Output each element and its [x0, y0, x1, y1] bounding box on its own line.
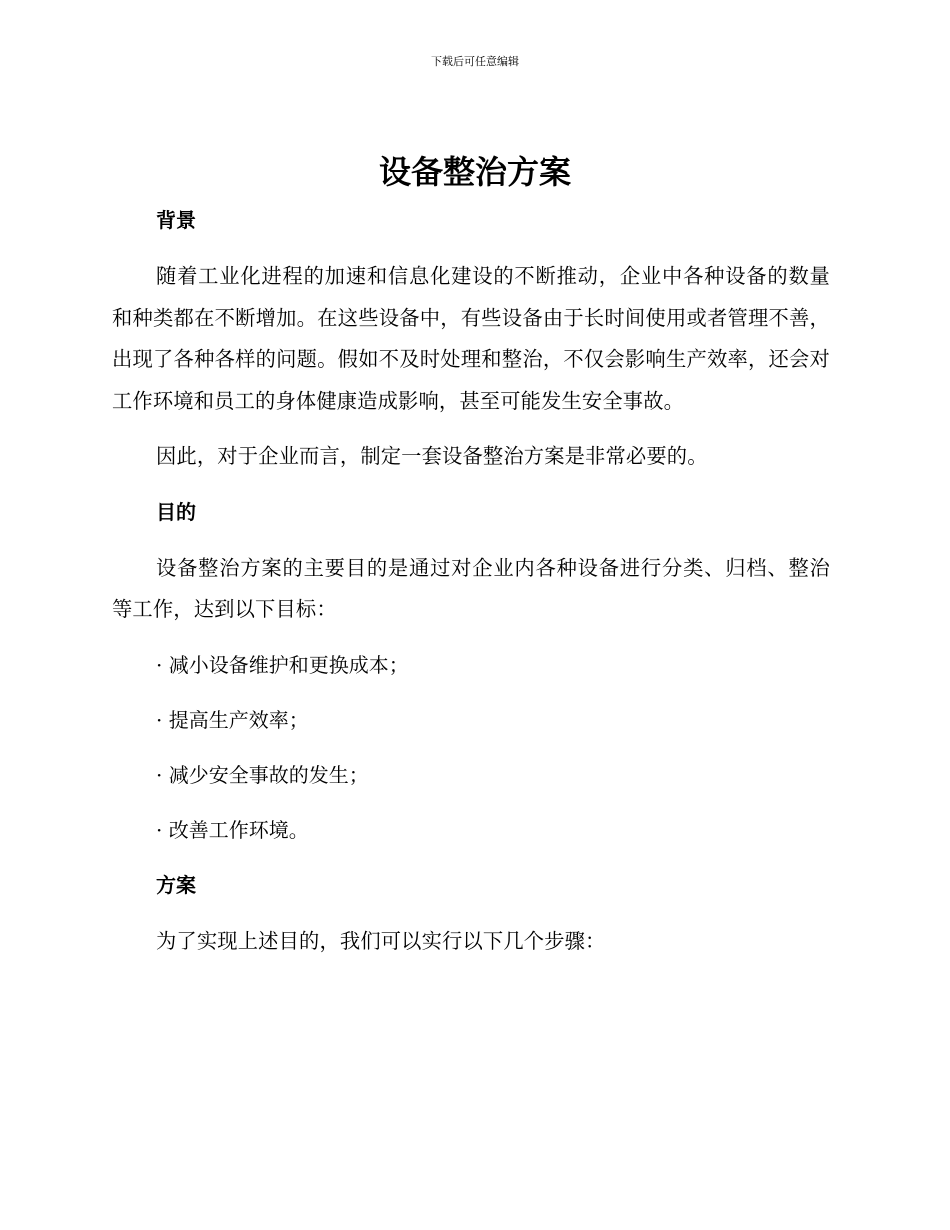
goal-list-item: · 提高生产效率；	[156, 707, 309, 732]
background-paragraph-2: 因此，对于企业而言，制定一套设备整治方案是非常必要的。	[156, 444, 708, 468]
section-heading-purpose: 目的	[156, 499, 196, 524]
document-title: 设备整治方案	[378, 153, 571, 191]
section-heading-background: 背景	[156, 208, 196, 232]
background-paragraph-1: 随着工业化进程的加速和信息化建设的不断推动，企业中各种设备的数量和种类都在不断增加。在这些设备中，有些设备由于长时间使用或者管理不善，出现了各种各样的问题。假如不及时处理和整治，不仅会影响生产效率，还会对工作环境和员工的身体健康造成影响，甚至可能发生安全事故。	[112, 264, 830, 413]
page-header: 下载后可任意编辑	[431, 55, 519, 68]
document-body	[112, 200, 830, 976]
goal-list-item: · 减小设备维护和更换成本；	[156, 652, 409, 677]
goal-list-item: · 改善工作环境。	[156, 817, 309, 842]
section-heading-plan: 方案	[156, 872, 196, 897]
plan-intro-paragraph: 为了实现上述目的，我们可以实行以下几个步骤：	[156, 928, 606, 953]
goal-list-item: · 减少安全事故的发生；	[156, 762, 369, 787]
purpose-intro-paragraph: 设备整治方案的主要目的是通过对企业内各种设备进行分类、归档、整治等工作，达到以下目标：	[112, 555, 830, 621]
